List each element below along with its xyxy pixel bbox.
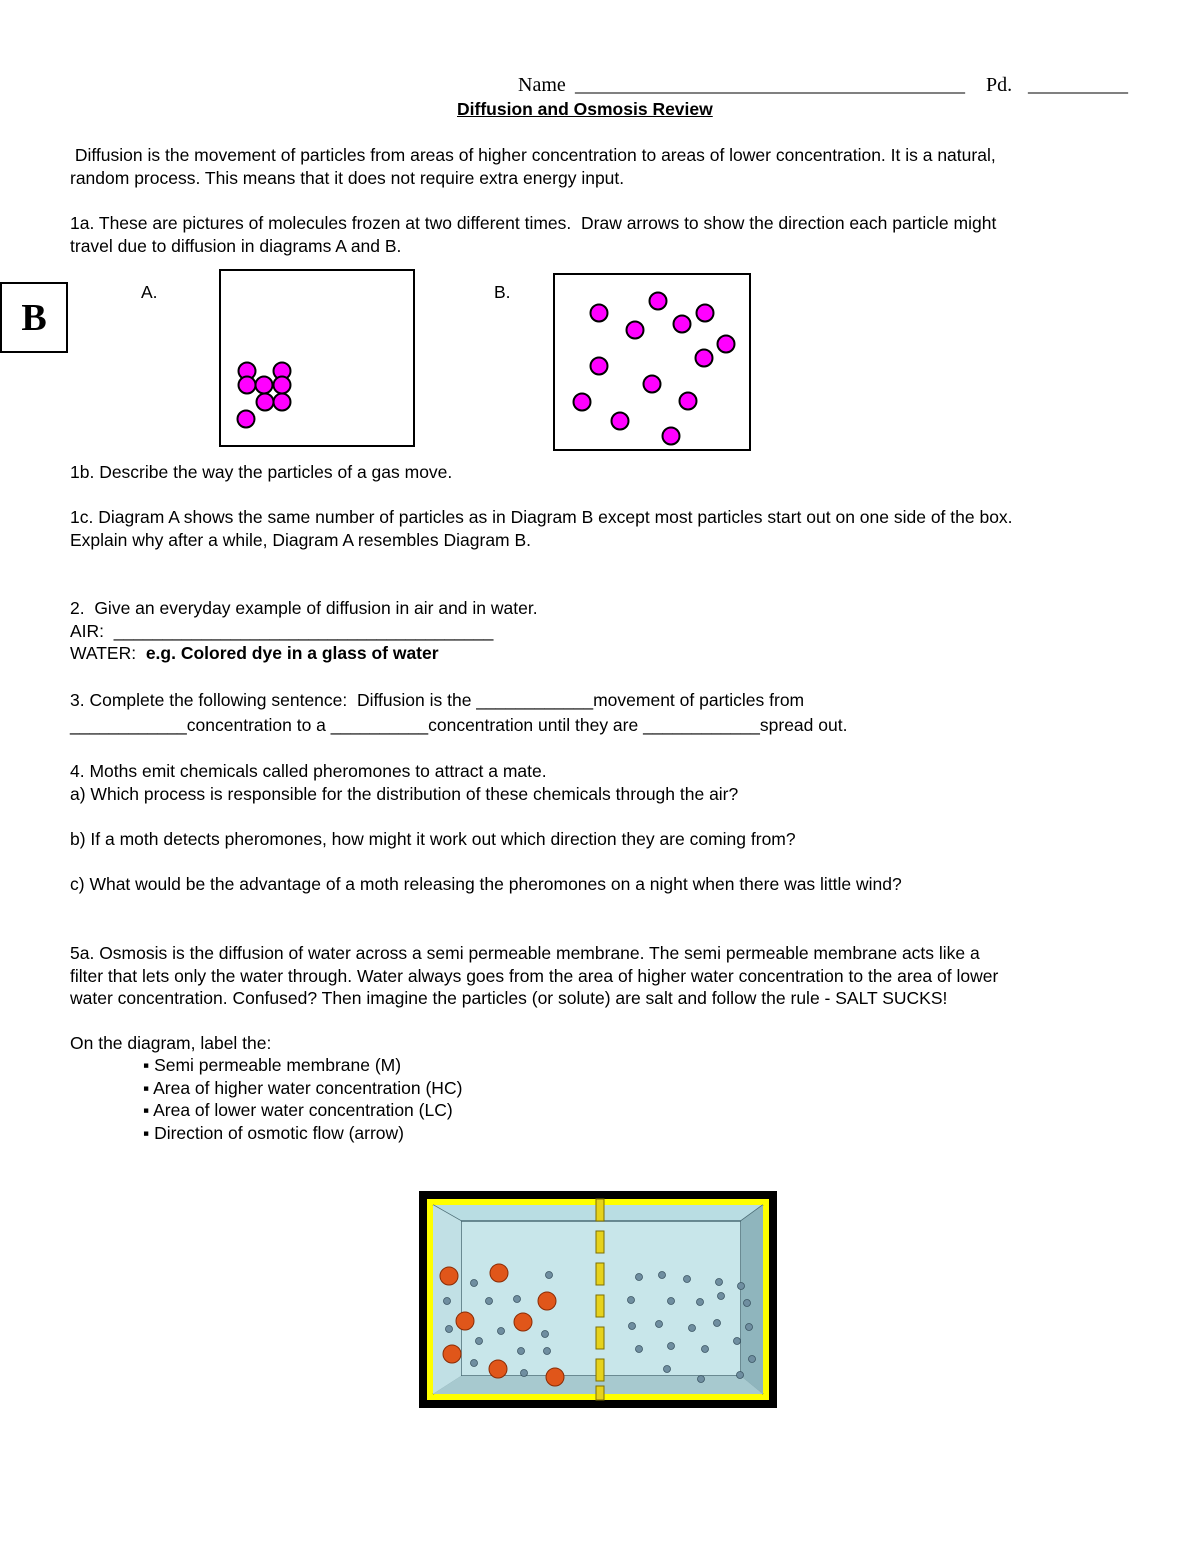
water-molecule [659, 1272, 666, 1279]
water-molecule [636, 1346, 643, 1353]
membrane-segment [596, 1295, 604, 1317]
water-molecule [542, 1331, 549, 1338]
question-1b: 1b. Describe the way the particles of a gas move. [70, 462, 453, 482]
particle [239, 377, 256, 394]
water-molecule [628, 1297, 635, 1304]
membrane-segment [596, 1327, 604, 1349]
air-answer-field[interactable]: _______________________________________ [113, 620, 494, 641]
list-item: ▪ Area of lower water concentration (LC) [143, 1100, 453, 1120]
question-1c [70, 506, 1013, 551]
solute-particle [489, 1360, 507, 1378]
water-molecule [668, 1298, 675, 1305]
particle [697, 305, 714, 322]
solute-particle [440, 1267, 458, 1285]
water-molecule [737, 1372, 744, 1379]
question-1a [70, 212, 996, 257]
version-badge: B [0, 282, 68, 353]
diagram-b-label: B. [494, 282, 511, 302]
question-5a-line-3: water concentration. Confused? Then imagine the particles (or solute) are salt and follow the rule - SALT SUCKS! [70, 988, 948, 1008]
question-1a-line-2: travel due to diffusion in diagrams A and B. [70, 235, 402, 256]
water-molecule [498, 1328, 505, 1335]
water-molecule [518, 1348, 525, 1355]
water-molecule [521, 1370, 528, 1377]
membrane-segment [596, 1199, 604, 1221]
particle [663, 428, 680, 445]
diagram-a-label: A. [141, 282, 158, 302]
list-item: ▪ Direction of osmotic flow (arrow) [143, 1122, 404, 1143]
solute-particle [546, 1368, 564, 1386]
particle [696, 350, 713, 367]
particle [238, 411, 255, 428]
membrane-segment [596, 1263, 604, 1285]
intro-line-1: Diffusion is the movement of particles from areas of higher concentration to areas of lower concentration. It is a natural, [70, 145, 996, 165]
water-molecule [664, 1366, 671, 1373]
particle [274, 377, 291, 394]
label-instructions-list [143, 1054, 462, 1144]
water-molecule [702, 1346, 709, 1353]
osmosis-diagram[interactable] [419, 1191, 777, 1408]
water-molecule [636, 1274, 643, 1281]
question-1c-line-2: Explain why after a while, Diagram A resembles Diagram B. [70, 529, 532, 550]
question-4c: c) What would be the advantage of a moth releasing the pheromones on a night when there was little wind? [70, 874, 902, 894]
water-label: WATER: [70, 643, 146, 663]
page-title: Diffusion and Osmosis Review [457, 99, 713, 119]
water-molecule [629, 1323, 636, 1330]
question-5a-line-2: filter that lets only the water through. Water always goes from the area of higher water concentration to the area of lower [70, 965, 999, 986]
diagram-b-box[interactable] [553, 273, 751, 451]
water-molecule [746, 1324, 753, 1331]
intro-paragraph [70, 144, 996, 189]
question-1a-line-1: 1a. These are pictures of molecules frozen at two different times. Draw arrows to show the direction each particle might [70, 213, 997, 233]
water-molecule [718, 1293, 725, 1300]
diagram-a-particles [221, 271, 413, 445]
solute-particle [514, 1313, 532, 1331]
water-molecule [486, 1298, 493, 1305]
water-molecule [668, 1343, 675, 1350]
question-5a-line-1: 5a. Osmosis is the diffusion of water across a semi permeable membrane. The semi permeable membrane acts like a [70, 943, 980, 963]
particle [574, 394, 591, 411]
particle [257, 394, 274, 411]
water-molecule [749, 1356, 756, 1363]
list-item: ▪ Area of higher water concentration (HC) [143, 1077, 463, 1098]
water-molecule [471, 1360, 478, 1367]
particle [612, 413, 629, 430]
question-3-line-2: ____________concentration to a __________concentration until they are ____________spread out. [70, 714, 848, 735]
particle [674, 316, 691, 333]
name-field[interactable]: _______________________________________ [575, 74, 965, 96]
particle [591, 358, 608, 375]
tank-right-wall [741, 1205, 763, 1394]
question-4a: a) Which process is responsible for the distribution of these chemicals through the air? [70, 783, 739, 804]
water-molecule [546, 1272, 553, 1279]
water-answer: e.g. Colored dye in a glass of water [145, 643, 439, 663]
solute-particle [538, 1292, 556, 1310]
period-field[interactable]: __________ [1028, 74, 1128, 96]
water-molecule [714, 1320, 721, 1327]
question-4b: b) If a moth detects pheromones, how might it work out which direction they are coming from? [70, 829, 796, 849]
particle [256, 377, 273, 394]
label-instructions-intro: On the diagram, label the: [70, 1033, 272, 1053]
water-molecule [738, 1283, 745, 1290]
question-3-line-1: 3. Complete the following sentence: Diffusion is the ____________movement of particles from [70, 690, 805, 710]
water-molecule [689, 1325, 696, 1332]
particle [718, 336, 735, 353]
diagram-a-box[interactable] [219, 269, 415, 447]
particle [591, 305, 608, 322]
water-molecule [471, 1280, 478, 1287]
question-1c-line-1: 1c. Diagram A shows the same number of particles as in Diagram B except most particles start out on one side of the box. [70, 507, 1013, 527]
particle [644, 376, 661, 393]
membrane-segment [596, 1231, 604, 1253]
membrane-segment [596, 1359, 604, 1381]
water-molecule [544, 1348, 551, 1355]
particle [650, 293, 667, 310]
membrane-segment [596, 1386, 604, 1400]
period-label: Pd. [986, 74, 1013, 96]
question-2-prompt: 2. Give an everyday example of diffusion in air and in water. [70, 598, 538, 618]
question-5a [70, 942, 998, 1010]
water-molecule [446, 1326, 453, 1333]
water-molecule [734, 1338, 741, 1345]
particle [627, 322, 644, 339]
intro-line-2: random process. This means that it does not require extra energy input. [70, 167, 625, 188]
question-3 [70, 689, 847, 736]
water-molecule [514, 1296, 521, 1303]
particle [274, 394, 291, 411]
solute-particle [490, 1264, 508, 1282]
question-2 [70, 597, 538, 665]
list-item: ▪ Semi permeable membrane (M) [143, 1055, 402, 1075]
question-4 [70, 760, 738, 805]
water-molecule [716, 1279, 723, 1286]
solute-particle [443, 1345, 461, 1363]
water-molecule [444, 1298, 451, 1305]
water-molecule [744, 1300, 751, 1307]
air-label: AIR: [70, 620, 114, 641]
water-molecule [476, 1338, 483, 1345]
water-molecule [656, 1321, 663, 1328]
name-label: Name [518, 74, 566, 96]
water-molecule [697, 1299, 704, 1306]
water-molecule [698, 1376, 705, 1383]
diagram-b-particles [555, 275, 749, 449]
water-molecule [684, 1276, 691, 1283]
particle [680, 393, 697, 410]
question-4-intro: 4. Moths emit chemicals called pheromones to attract a mate. [70, 761, 547, 781]
solute-particle [456, 1312, 474, 1330]
